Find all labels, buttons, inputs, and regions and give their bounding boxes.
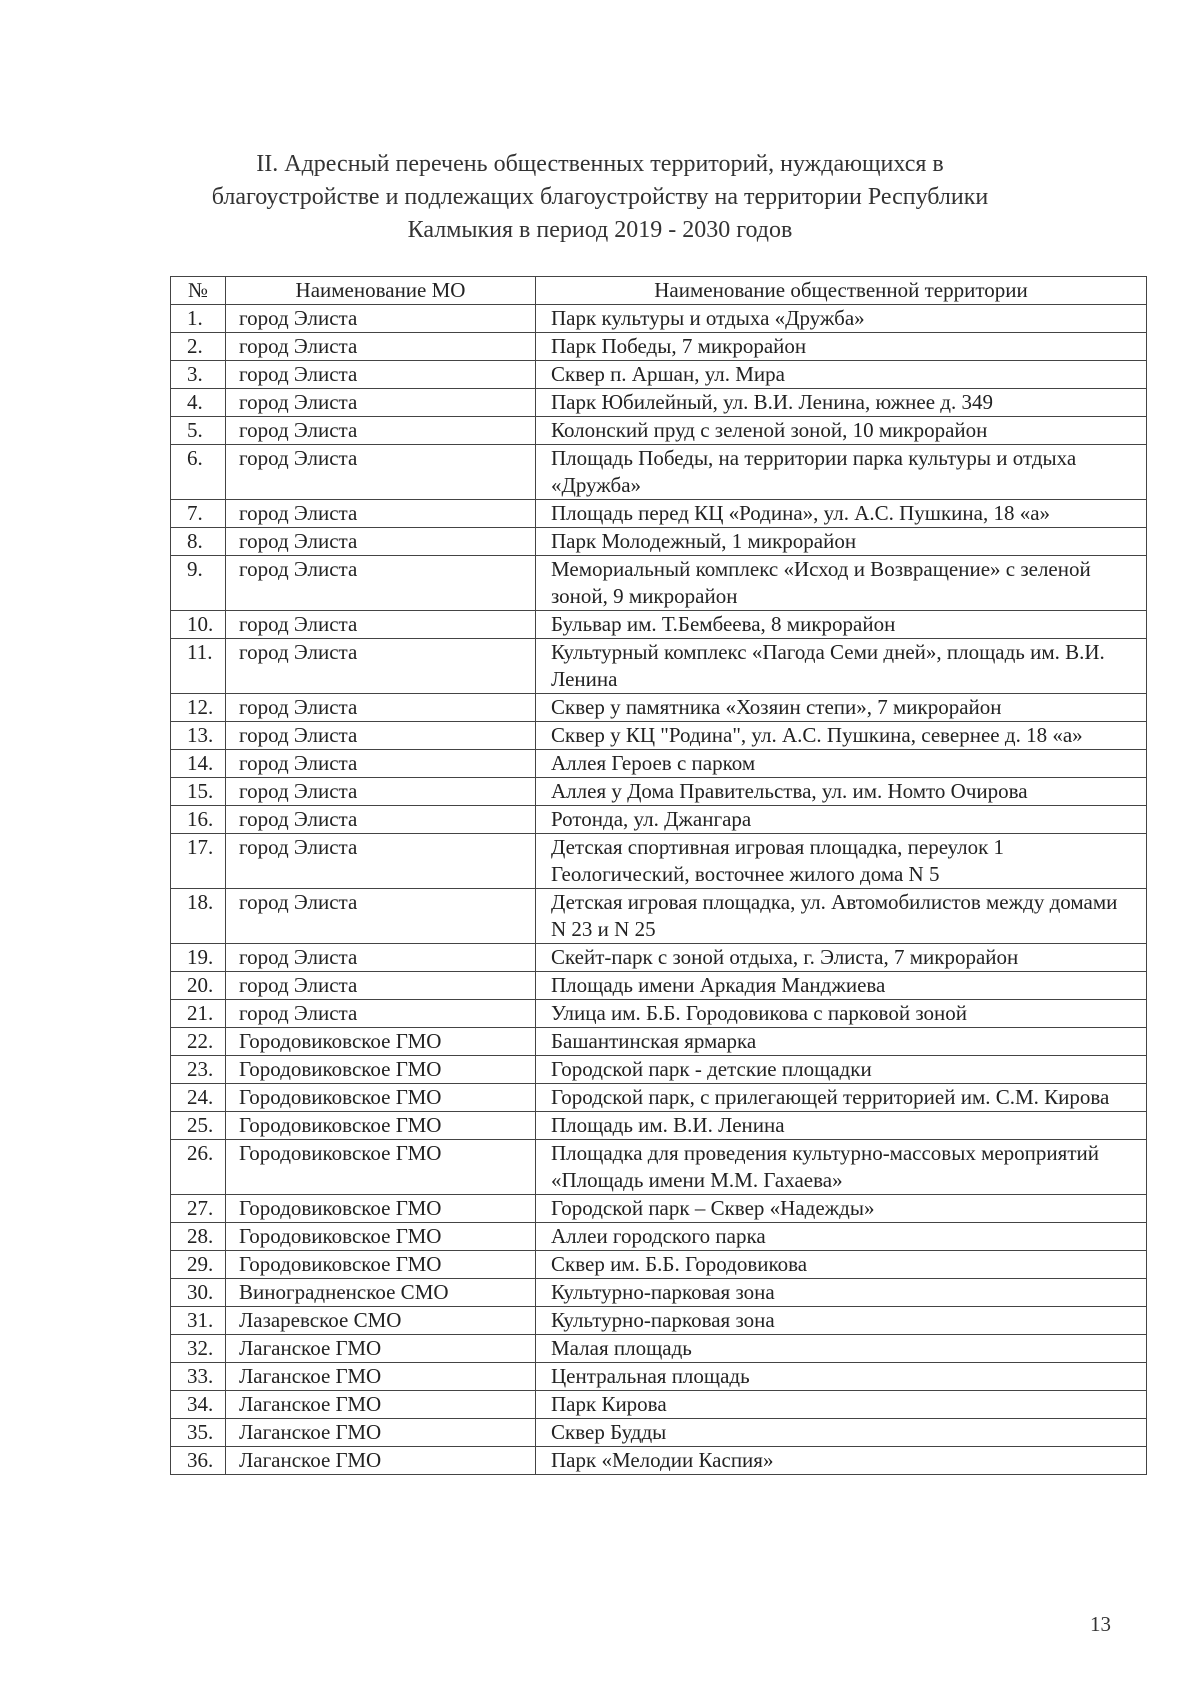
- mo-name-cell: город Элиста: [226, 500, 536, 528]
- mo-name-cell: Виноградненское СМО: [226, 1279, 536, 1307]
- table-row: [171, 305, 1147, 333]
- table-row: [171, 333, 1147, 361]
- mo-name-cell: город Элиста: [226, 389, 536, 417]
- mo-name-cell: Городовиковское ГМО: [226, 1251, 536, 1279]
- row-number-cell: 4.: [171, 389, 226, 417]
- table-body: [171, 305, 1147, 1475]
- territory-name-cell: Бульвар им. Т.Бембеева, 8 микрорайон: [536, 611, 1147, 639]
- row-number-cell: 1.: [171, 305, 226, 333]
- row-number-cell: 31.: [171, 1307, 226, 1335]
- mo-name-cell: город Элиста: [226, 333, 536, 361]
- table-row: [171, 500, 1147, 528]
- row-number-cell: 12.: [171, 694, 226, 722]
- mo-name-cell: Городовиковское ГМО: [226, 1223, 536, 1251]
- table-row: [171, 639, 1147, 694]
- table-row: [171, 1000, 1147, 1028]
- table-row: [171, 750, 1147, 778]
- section-title: [150, 148, 1050, 247]
- mo-name-cell: город Элиста: [226, 556, 536, 611]
- row-number-cell: 29.: [171, 1251, 226, 1279]
- table-row: [171, 1391, 1147, 1419]
- territory-name-cell: Сквер п. Аршан, ул. Мира: [536, 361, 1147, 389]
- mo-name-cell: город Элиста: [226, 778, 536, 806]
- row-number-cell: 22.: [171, 1028, 226, 1056]
- mo-name-cell: город Элиста: [226, 1000, 536, 1028]
- territory-name-cell: Улица им. Б.Б. Городовикова с парковой зоной: [536, 1000, 1147, 1028]
- row-number-cell: 10.: [171, 611, 226, 639]
- territory-name-cell: Площадь им. В.И. Ленина: [536, 1112, 1147, 1140]
- table-row: [171, 722, 1147, 750]
- table-row: [171, 1251, 1147, 1279]
- table-row: [171, 1363, 1147, 1391]
- row-number-cell: 28.: [171, 1223, 226, 1251]
- row-number-cell: 21.: [171, 1000, 226, 1028]
- row-number-cell: 11.: [171, 639, 226, 694]
- territory-name-cell: Культурно-парковая зона: [536, 1279, 1147, 1307]
- territory-name-cell: Площадка для проведения культурно-массовых мероприятий «Площадь имени М.М. Гахаева»: [536, 1140, 1147, 1195]
- table-row: [171, 611, 1147, 639]
- territory-name-cell: Культурный комплекс «Пагода Семи дней», площадь им. В.И. Ленина: [536, 639, 1147, 694]
- row-number-cell: 36.: [171, 1447, 226, 1475]
- table-row: [171, 1084, 1147, 1112]
- title-line: II. Адресный перечень общественных территорий, нуждающихся в: [256, 151, 944, 177]
- territory-name-cell: Аллея у Дома Правительства, ул. им. Номто Очирова: [536, 778, 1147, 806]
- table-row: [171, 834, 1147, 889]
- mo-name-cell: город Элиста: [226, 361, 536, 389]
- title-line: благоустройстве и подлежащих благоустройству на территории Республики: [211, 184, 989, 210]
- column-header-mo: Наименование МО: [226, 277, 536, 305]
- row-number-cell: 23.: [171, 1056, 226, 1084]
- mo-name-cell: город Элиста: [226, 417, 536, 445]
- mo-name-cell: Городовиковское ГМО: [226, 1084, 536, 1112]
- row-number-cell: 15.: [171, 778, 226, 806]
- row-number-cell: 24.: [171, 1084, 226, 1112]
- mo-name-cell: город Элиста: [226, 806, 536, 834]
- territory-name-cell: Детская игровая площадка, ул. Автомобилистов между домами N 23 и N 25: [536, 889, 1147, 944]
- row-number-cell: 30.: [171, 1279, 226, 1307]
- row-number-cell: 3.: [171, 361, 226, 389]
- table-row: [171, 1419, 1147, 1447]
- row-number-cell: 34.: [171, 1391, 226, 1419]
- table-row: [171, 972, 1147, 1000]
- row-number-cell: 26.: [171, 1140, 226, 1195]
- mo-name-cell: Лазаревское СМО: [226, 1307, 536, 1335]
- mo-name-cell: город Элиста: [226, 750, 536, 778]
- row-number-cell: 33.: [171, 1363, 226, 1391]
- table-row: [171, 1447, 1147, 1475]
- column-header-territory: Наименование общественной территории: [536, 277, 1147, 305]
- territory-name-cell: Парк Победы, 7 микрорайон: [536, 333, 1147, 361]
- mo-name-cell: город Элиста: [226, 694, 536, 722]
- table-row: [171, 944, 1147, 972]
- table-row: [171, 1195, 1147, 1223]
- row-number-cell: 2.: [171, 333, 226, 361]
- territory-name-cell: Площадь Победы, на территории парка культуры и отдыха «Дружба»: [536, 445, 1147, 500]
- territory-name-cell: Городской парк - детские площадки: [536, 1056, 1147, 1084]
- mo-name-cell: город Элиста: [226, 944, 536, 972]
- mo-name-cell: город Элиста: [226, 445, 536, 500]
- territory-name-cell: Сквер Будды: [536, 1419, 1147, 1447]
- territory-name-cell: Ротонда, ул. Джангара: [536, 806, 1147, 834]
- territory-name-cell: Аллеи городского парка: [536, 1223, 1147, 1251]
- mo-name-cell: Лаганское ГМО: [226, 1335, 536, 1363]
- mo-name-cell: Лаганское ГМО: [226, 1363, 536, 1391]
- territory-name-cell: Городской парк – Сквер «Надежды»: [536, 1195, 1147, 1223]
- table-row: [171, 1307, 1147, 1335]
- territory-name-cell: Городской парк, с прилегающей территорией им. С.М. Кирова: [536, 1084, 1147, 1112]
- row-number-cell: 20.: [171, 972, 226, 1000]
- row-number-cell: 5.: [171, 417, 226, 445]
- table-row: [171, 694, 1147, 722]
- mo-name-cell: Городовиковское ГМО: [226, 1056, 536, 1084]
- table-row: [171, 1335, 1147, 1363]
- table-row: [171, 806, 1147, 834]
- row-number-cell: 6.: [171, 445, 226, 500]
- territory-name-cell: Площадь перед КЦ «Родина», ул. А.С. Пушкина, 18 «а»: [536, 500, 1147, 528]
- territory-name-cell: Малая площадь: [536, 1335, 1147, 1363]
- mo-name-cell: Городовиковское ГМО: [226, 1112, 536, 1140]
- territory-name-cell: Сквер у КЦ "Родина", ул. А.С. Пушкина, севернее д. 18 «а»: [536, 722, 1147, 750]
- row-number-cell: 35.: [171, 1419, 226, 1447]
- row-number-cell: 25.: [171, 1112, 226, 1140]
- mo-name-cell: Лаганское ГМО: [226, 1391, 536, 1419]
- table-row: [171, 1223, 1147, 1251]
- row-number-cell: 32.: [171, 1335, 226, 1363]
- territory-name-cell: Парк Кирова: [536, 1391, 1147, 1419]
- row-number-cell: 18.: [171, 889, 226, 944]
- row-number-cell: 13.: [171, 722, 226, 750]
- row-number-cell: 7.: [171, 500, 226, 528]
- territory-name-cell: Сквер у памятника «Хозяин степи», 7 микрорайон: [536, 694, 1147, 722]
- territory-name-cell: Парк «Мелодии Каспия»: [536, 1447, 1147, 1475]
- territories-table: [170, 276, 1147, 1475]
- mo-name-cell: город Элиста: [226, 305, 536, 333]
- table-row: [171, 889, 1147, 944]
- table-row: [171, 445, 1147, 500]
- territory-name-cell: Площадь имени Аркадия Манджиева: [536, 972, 1147, 1000]
- table-row: [171, 389, 1147, 417]
- table-row: [171, 1140, 1147, 1195]
- table-row: [171, 1112, 1147, 1140]
- territory-name-cell: Центральная площадь: [536, 1363, 1147, 1391]
- table-row: [171, 778, 1147, 806]
- row-number-cell: 27.: [171, 1195, 226, 1223]
- row-number-cell: 14.: [171, 750, 226, 778]
- territory-name-cell: Башантинская ярмарка: [536, 1028, 1147, 1056]
- mo-name-cell: Городовиковское ГМО: [226, 1028, 536, 1056]
- territory-name-cell: Аллея Героев с парком: [536, 750, 1147, 778]
- table-row: [171, 1056, 1147, 1084]
- title-line: Калмыкия в период 2019 - 2030 годов: [407, 217, 793, 243]
- row-number-cell: 8.: [171, 528, 226, 556]
- mo-name-cell: Городовиковское ГМО: [226, 1140, 536, 1195]
- page-number: 13: [1090, 1612, 1111, 1636]
- territory-name-cell: Сквер им. Б.Б. Городовикова: [536, 1251, 1147, 1279]
- mo-name-cell: город Элиста: [226, 972, 536, 1000]
- mo-name-cell: город Элиста: [226, 834, 536, 889]
- territory-name-cell: Культурно-парковая зона: [536, 1307, 1147, 1335]
- mo-name-cell: Городовиковское ГМО: [226, 1195, 536, 1223]
- table-row: [171, 556, 1147, 611]
- table-header-row: [171, 277, 1147, 305]
- territory-name-cell: Колонский пруд с зеленой зоной, 10 микрорайон: [536, 417, 1147, 445]
- table-row: [171, 361, 1147, 389]
- territory-name-cell: Парк культуры и отдыха «Дружба»: [536, 305, 1147, 333]
- mo-name-cell: город Элиста: [226, 889, 536, 944]
- territory-name-cell: Парк Юбилейный, ул. В.И. Ленина, южнее д. 349: [536, 389, 1147, 417]
- table-row: [171, 528, 1147, 556]
- mo-name-cell: Лаганское ГМО: [226, 1447, 536, 1475]
- mo-name-cell: город Элиста: [226, 611, 536, 639]
- table-row: [171, 417, 1147, 445]
- row-number-cell: 19.: [171, 944, 226, 972]
- territory-name-cell: Парк Молодежный, 1 микрорайон: [536, 528, 1147, 556]
- territory-name-cell: Скейт-парк с зоной отдыха, г. Элиста, 7 микрорайон: [536, 944, 1147, 972]
- mo-name-cell: город Элиста: [226, 639, 536, 694]
- column-header-number: №: [171, 277, 226, 305]
- mo-name-cell: Лаганское ГМО: [226, 1419, 536, 1447]
- territory-name-cell: Детская спортивная игровая площадка, переулок 1 Геологический, восточнее жилого дома N 5: [536, 834, 1147, 889]
- mo-name-cell: город Элиста: [226, 528, 536, 556]
- row-number-cell: 17.: [171, 834, 226, 889]
- mo-name-cell: город Элиста: [226, 722, 536, 750]
- row-number-cell: 16.: [171, 806, 226, 834]
- table-row: [171, 1279, 1147, 1307]
- table-row: [171, 1028, 1147, 1056]
- territory-name-cell: Мемориальный комплекс «Исход и Возвращение» с зеленой зоной, 9 микрорайон: [536, 556, 1147, 611]
- row-number-cell: 9.: [171, 556, 226, 611]
